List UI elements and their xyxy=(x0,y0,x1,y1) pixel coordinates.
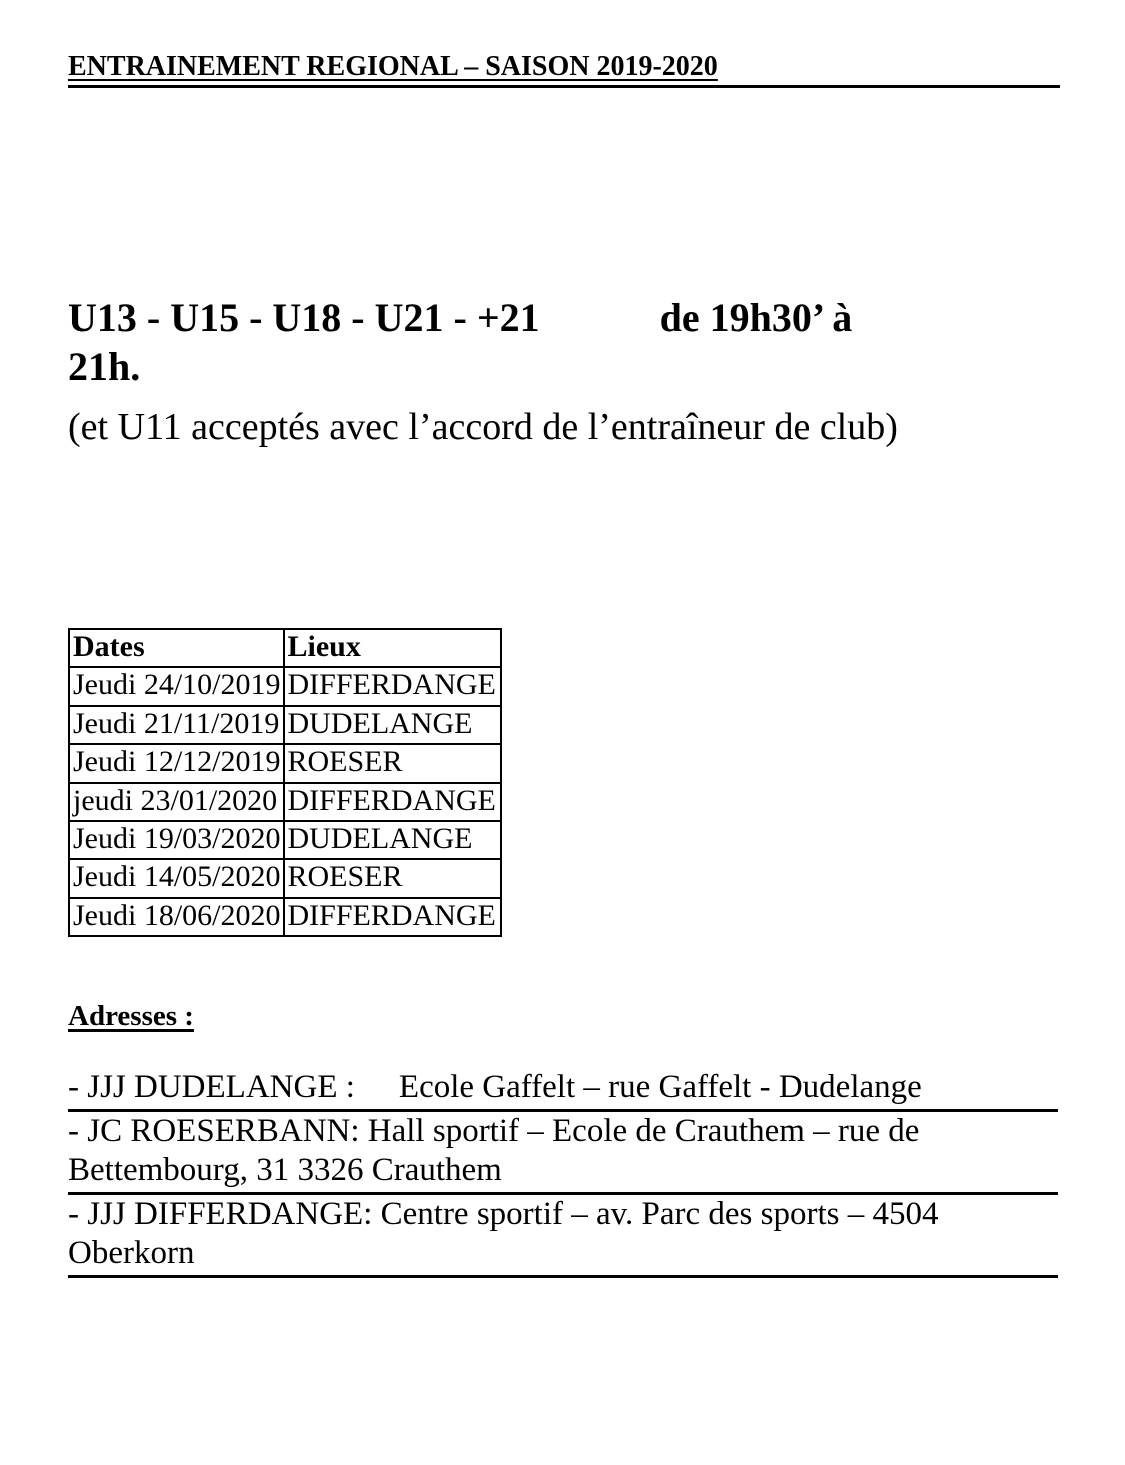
cell-date: Jeudi 12/12/2019 xyxy=(69,744,284,782)
table-row xyxy=(69,744,501,782)
address-club-name: - JJJ DUDELANGE : xyxy=(68,1069,355,1105)
cell-lieu: DIFFERDANGE xyxy=(284,898,501,936)
cell-date: Jeudi 18/06/2020 xyxy=(69,898,284,936)
main-heading-line-1 xyxy=(68,294,1060,343)
heading-age-categories: U13 - U15 - U18 - U21 - +21 xyxy=(68,295,540,340)
address-item xyxy=(68,1112,1058,1195)
cell-lieu: ROESER xyxy=(284,859,501,897)
cell-lieu: ROESER xyxy=(284,744,501,782)
heading-time-end: 21h. xyxy=(68,343,141,389)
schedule-table xyxy=(68,628,502,937)
cell-date: Jeudi 19/03/2020 xyxy=(69,821,284,859)
document-header xyxy=(68,52,1060,88)
cell-lieu: DIFFERDANGE xyxy=(284,783,501,821)
table-row xyxy=(69,859,501,897)
table-row xyxy=(69,706,501,744)
cell-date: Jeudi 24/10/2019 xyxy=(69,667,284,705)
address-item xyxy=(68,1195,1058,1278)
schedule-table-body xyxy=(69,667,501,936)
address-detail: - JJJ DIFFERDANGE: Centre sportif – av. Parc des sports – 4504 Oberkorn xyxy=(68,1195,939,1271)
table-header-row xyxy=(69,629,501,667)
cell-lieu: DUDELANGE xyxy=(284,821,501,859)
address-item xyxy=(68,1068,1058,1112)
schedule-table-head xyxy=(69,629,501,667)
heading-note: (et U11 acceptés avec l’accord de l’entraîneur de club) xyxy=(68,406,898,448)
addresses-list xyxy=(68,1068,1058,1278)
address-detail: Ecole Gaffelt – rue Gaffelt - Dudelange xyxy=(398,1069,922,1105)
table-row xyxy=(69,783,501,821)
table-row xyxy=(69,898,501,936)
table-row xyxy=(69,667,501,705)
cell-lieu: DUDELANGE xyxy=(284,706,501,744)
table-row xyxy=(69,821,501,859)
cell-date: Jeudi 21/11/2019 xyxy=(69,706,284,744)
addresses-title: Adresses : xyxy=(68,1000,194,1032)
column-header-lieux: Lieux xyxy=(284,629,501,667)
cell-date: Jeudi 14/05/2020 xyxy=(69,859,284,897)
page-title: ENTRAINEMENT REGIONAL – SAISON 2019-2020 xyxy=(68,51,718,82)
address-detail: - JC ROESERBANN: Hall sportif – Ecole de Crauthem – rue de Bettembourg, 31 3326 Crauthem xyxy=(68,1112,920,1188)
cell-lieu: DIFFERDANGE xyxy=(284,667,501,705)
cell-date: jeudi 23/01/2020 xyxy=(69,783,284,821)
heading-gap xyxy=(540,294,660,343)
main-heading-line-2 xyxy=(68,343,1060,392)
heading-time-range: de 19h30’ à xyxy=(659,295,853,340)
column-header-dates: Dates xyxy=(69,629,284,667)
main-heading xyxy=(68,294,1060,392)
